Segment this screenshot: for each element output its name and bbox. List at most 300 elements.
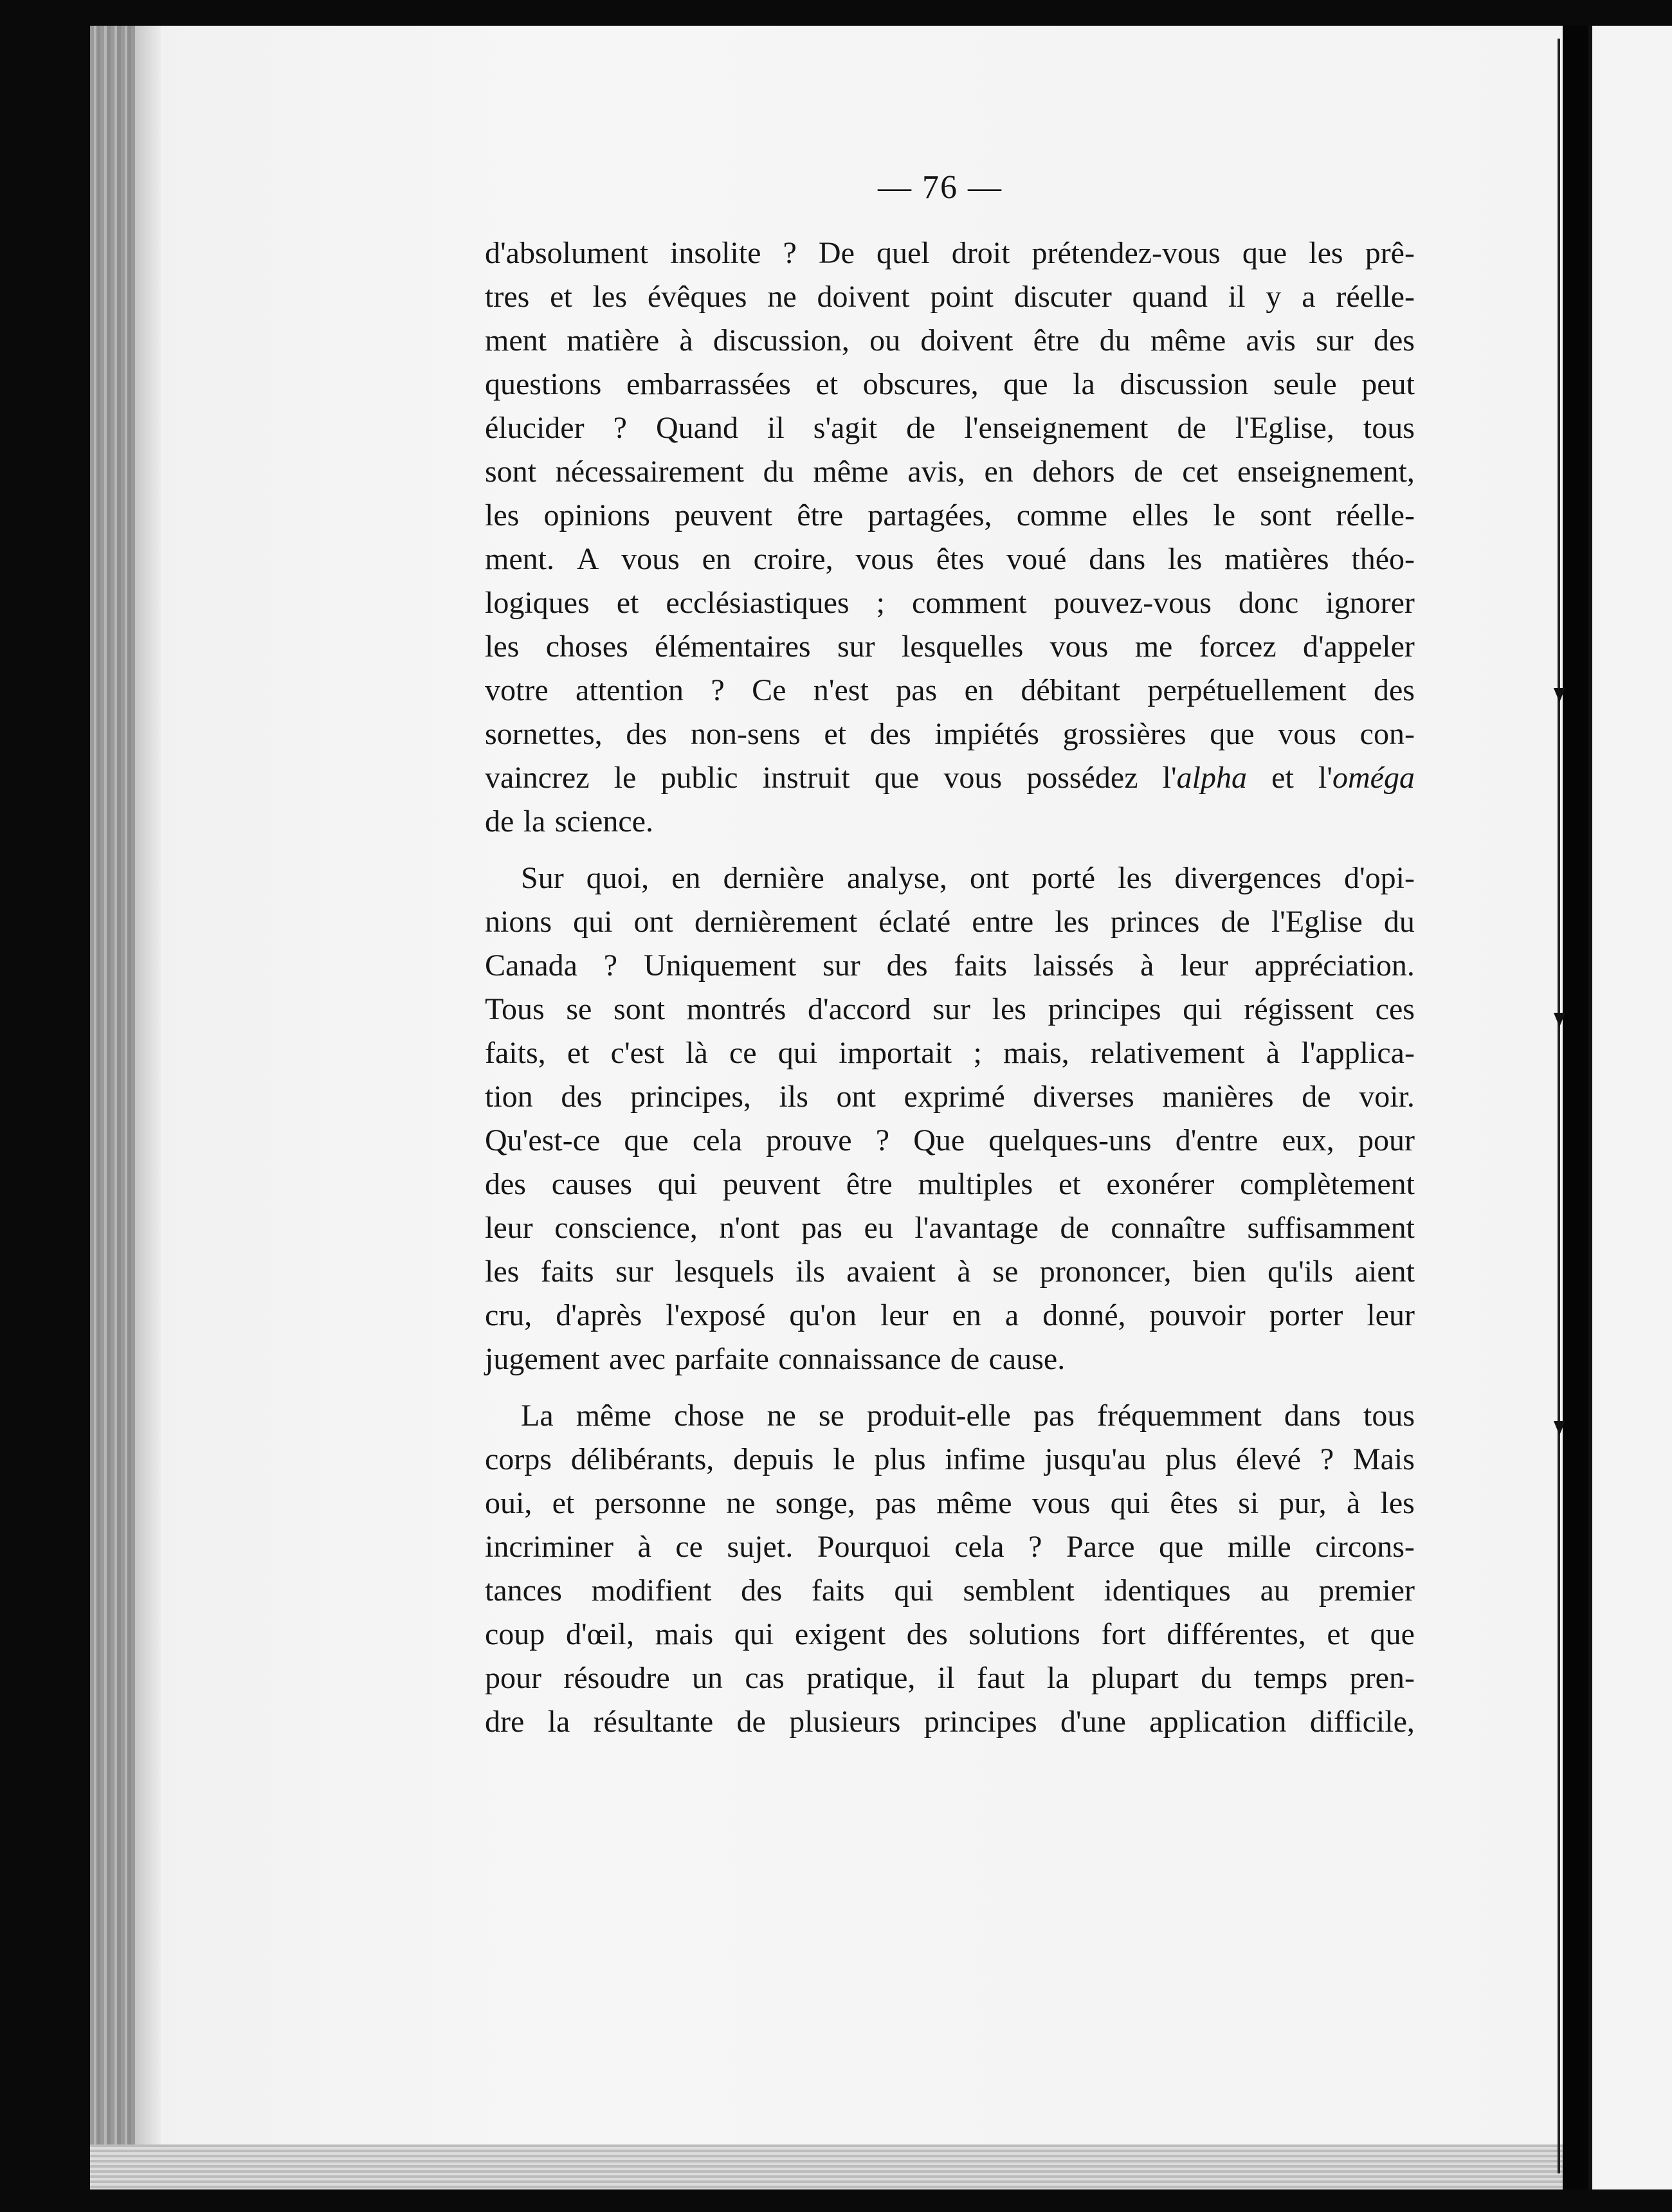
word: Quand — [656, 411, 738, 445]
word: y — [1266, 280, 1282, 314]
word: de — [1302, 1080, 1331, 1114]
word: plus — [874, 1442, 926, 1476]
word: et — [1271, 761, 1294, 795]
word: sont — [485, 455, 537, 489]
text-line — [485, 1569, 1415, 1613]
word: perpétuellement — [1147, 673, 1347, 707]
text-line — [485, 231, 1415, 275]
word: il — [1228, 280, 1246, 314]
word: que — [1242, 236, 1287, 270]
word: vous — [621, 542, 680, 576]
word: laissés — [1033, 948, 1114, 983]
word: pour — [485, 1661, 541, 1695]
word: complètement — [1240, 1167, 1415, 1201]
word: d'accord — [808, 992, 911, 1026]
word: me — [1134, 630, 1173, 664]
word: divergences — [1174, 861, 1322, 895]
word: prê- — [1365, 236, 1415, 270]
word: d'opi- — [1344, 861, 1415, 895]
word: en — [671, 861, 701, 895]
word: cela — [954, 1530, 1004, 1564]
word: éclaté — [878, 905, 951, 939]
word: il — [767, 411, 785, 445]
word: sur — [932, 992, 970, 1026]
word: sur — [1316, 323, 1354, 358]
word: pur, — [1278, 1486, 1327, 1520]
word: multiples — [918, 1167, 1033, 1201]
word: d'œil, — [565, 1617, 634, 1651]
word: infime — [945, 1442, 1026, 1476]
text-line — [485, 1163, 1415, 1206]
word: que — [1003, 367, 1048, 401]
word: sur — [837, 630, 875, 664]
text-line — [485, 1482, 1415, 1525]
word: réelle- — [1336, 280, 1415, 314]
word: bien — [1192, 1255, 1246, 1289]
word: faits — [954, 948, 1008, 983]
word: Canada — [485, 948, 577, 983]
word: l'oméga — [1318, 761, 1415, 795]
word: embarrassées — [626, 367, 791, 401]
word: personne — [594, 1486, 706, 1520]
word: d'une — [1060, 1705, 1126, 1739]
word: tres — [485, 280, 530, 314]
word: faits — [811, 1573, 865, 1608]
word: coup — [485, 1617, 545, 1651]
text-line — [485, 800, 1415, 844]
word: tous — [1363, 411, 1415, 445]
word: Tous — [485, 992, 545, 1026]
word: depuis — [733, 1442, 814, 1476]
word: ignorer — [1325, 586, 1415, 620]
word: cru, — [485, 1298, 532, 1332]
word: ? — [711, 673, 725, 707]
word: théo- — [1351, 542, 1415, 576]
word: qu'ils — [1268, 1255, 1334, 1289]
word: incriminer — [485, 1530, 613, 1564]
text-line — [485, 406, 1415, 450]
word: réelle- — [1336, 498, 1415, 532]
word: mais, — [1003, 1036, 1069, 1070]
word: suffisamment — [1247, 1211, 1415, 1245]
word: qui — [777, 1036, 818, 1070]
word: matière — [567, 323, 660, 358]
word: sur — [615, 1255, 653, 1289]
page-number: — 76 — — [878, 169, 1003, 206]
word: même — [576, 1399, 651, 1433]
text-line — [485, 1294, 1415, 1337]
word: du — [1201, 1661, 1232, 1695]
word: Mais — [1352, 1442, 1415, 1476]
word: quand — [1132, 280, 1208, 314]
word: cet — [1182, 455, 1219, 489]
word: non-sens — [690, 717, 801, 751]
word: application — [1149, 1705, 1287, 1739]
word: Qu'est-ce — [485, 1123, 601, 1157]
word: pouvoir — [1149, 1298, 1246, 1332]
binding-mark — [1554, 1013, 1565, 1027]
word: ; — [973, 1036, 982, 1070]
word: nécessairement — [555, 455, 744, 489]
word: pratique, — [806, 1661, 916, 1695]
word: élucider — [485, 411, 585, 445]
text-line — [485, 1206, 1415, 1250]
word: ont — [633, 905, 673, 939]
text-line — [485, 275, 1415, 319]
text-line — [485, 625, 1415, 669]
word: ce — [675, 1530, 703, 1564]
word: qui — [573, 905, 613, 939]
word: tances — [485, 1573, 562, 1608]
word: semblent — [963, 1573, 1075, 1608]
word: l'enseignement — [964, 411, 1149, 445]
page-bottom-stack — [90, 2144, 1576, 2189]
word: quel — [877, 236, 930, 270]
word: le — [1213, 498, 1235, 532]
word: cela — [692, 1123, 743, 1157]
word: et — [815, 367, 839, 401]
word: plupart — [1091, 1661, 1179, 1695]
word: c'est — [610, 1036, 664, 1070]
word: porté — [1031, 861, 1096, 895]
word: ce — [729, 1036, 757, 1070]
word: leur — [485, 1211, 533, 1245]
word: délibérants, — [570, 1442, 714, 1476]
next-page-stripe — [1588, 26, 1592, 2189]
word: élémentaires — [655, 630, 811, 664]
word: ne — [726, 1486, 756, 1520]
text-line — [485, 1525, 1415, 1569]
word: exigent — [794, 1617, 886, 1651]
word: il — [937, 1661, 955, 1695]
word: qui — [894, 1573, 934, 1608]
word: faits — [540, 1255, 594, 1289]
word: dans — [1284, 1399, 1341, 1433]
binding-line — [1558, 39, 1560, 2173]
word: vous — [855, 542, 914, 576]
word: ces — [1375, 992, 1415, 1026]
word: les — [1167, 542, 1203, 576]
word: songe, — [775, 1486, 855, 1520]
word: l'alpha — [1162, 761, 1247, 795]
word: con- — [1359, 717, 1415, 751]
text-line — [485, 363, 1415, 406]
word: même — [936, 1486, 1012, 1520]
word: jugement — [485, 1342, 600, 1376]
word: de — [485, 804, 514, 839]
word: exprimé — [904, 1080, 1005, 1114]
word: leur — [1180, 948, 1228, 983]
word: à — [1140, 948, 1154, 983]
word: plus — [1165, 1442, 1217, 1476]
word: et — [1058, 1167, 1081, 1201]
word: sur — [822, 948, 860, 983]
word: n'est — [813, 673, 869, 707]
word: plusieurs — [789, 1705, 901, 1739]
word: oui, — [485, 1486, 532, 1520]
word: fort — [1101, 1617, 1146, 1651]
word: pren- — [1349, 1661, 1415, 1695]
word: que — [874, 761, 920, 795]
word: voué — [1006, 542, 1067, 576]
word: manières — [1162, 1080, 1274, 1114]
word: avis — [1246, 323, 1296, 358]
word: produit-elle — [866, 1399, 1011, 1433]
word: du — [1383, 905, 1415, 939]
word: et — [824, 717, 846, 751]
word: ? — [1320, 1442, 1334, 1476]
word: leur — [880, 1298, 929, 1332]
word: public — [660, 761, 738, 795]
word: les — [1380, 1486, 1415, 1520]
word: dre — [485, 1705, 525, 1739]
word: choses — [545, 630, 628, 664]
word: à — [1346, 1486, 1361, 1520]
word: ne — [767, 280, 797, 314]
word: grossières — [1062, 717, 1186, 751]
word: là — [686, 1036, 708, 1070]
word: modifient — [591, 1573, 712, 1608]
word: a — [1004, 1298, 1019, 1332]
text-line — [485, 756, 1415, 800]
word: matières — [1224, 542, 1329, 576]
word: résultante — [593, 1705, 714, 1739]
word: qui — [1183, 992, 1222, 1026]
word: le — [833, 1442, 855, 1476]
word: ne — [767, 1399, 796, 1433]
word: en — [702, 542, 731, 576]
word: attention — [576, 673, 684, 707]
word: ont — [836, 1080, 876, 1114]
word: des — [886, 948, 928, 983]
text-line — [485, 900, 1415, 944]
word: vous — [1278, 717, 1336, 751]
word: de — [1060, 1211, 1089, 1245]
paragraph-gap — [485, 844, 1415, 857]
word: principes — [923, 1705, 1037, 1739]
word: temps — [1253, 1661, 1328, 1695]
text-line — [485, 494, 1415, 538]
word: des — [869, 717, 911, 751]
word: s'agit — [813, 411, 878, 445]
word: peut — [1361, 367, 1415, 401]
word: et — [567, 1036, 590, 1070]
word: votre — [485, 673, 549, 707]
word: aient — [1354, 1255, 1415, 1289]
word: dernière — [723, 861, 824, 895]
word: et — [552, 1486, 575, 1520]
page-edge-shadow — [135, 26, 161, 2189]
text-line — [485, 1250, 1415, 1294]
word: le — [613, 761, 637, 795]
word: princes — [1110, 905, 1200, 939]
word: des — [561, 1080, 603, 1114]
word: doivent — [920, 323, 1013, 358]
word: les — [485, 630, 520, 664]
word: pas — [896, 673, 938, 707]
word: d'après — [556, 1298, 642, 1332]
word: de — [1221, 905, 1250, 939]
word: ? — [613, 411, 627, 445]
text-line — [485, 944, 1415, 988]
text-line — [485, 1337, 1415, 1381]
word: l'Eglise, — [1235, 411, 1334, 445]
word: vous — [943, 761, 1003, 795]
word: se — [566, 992, 592, 1026]
word: impiétés — [934, 717, 1039, 751]
word: être — [846, 1167, 893, 1201]
word: Ce — [752, 673, 786, 707]
body-text — [485, 231, 1415, 1744]
word: à — [637, 1530, 651, 1564]
word: principes, — [630, 1080, 751, 1114]
word: connaître — [1111, 1211, 1226, 1245]
word: et — [616, 586, 639, 620]
word: diverses — [1033, 1080, 1134, 1114]
word: différentes, — [1167, 1617, 1306, 1651]
word: prétendez-vous — [1031, 236, 1221, 270]
word: des — [1374, 323, 1415, 358]
word: évêques — [647, 280, 747, 314]
word: du — [1099, 323, 1131, 358]
word: l'exposé — [666, 1298, 766, 1332]
word: principes — [1048, 992, 1161, 1026]
word: eu — [864, 1211, 893, 1245]
word: ment. — [485, 542, 554, 576]
word: Que — [913, 1123, 965, 1157]
word: la — [547, 1705, 570, 1739]
word: la — [1046, 1661, 1069, 1695]
word: sont — [613, 992, 666, 1026]
word: prouve — [766, 1123, 852, 1157]
word: au — [1260, 1573, 1289, 1608]
word: mille — [1228, 1530, 1291, 1564]
text-line — [485, 1656, 1415, 1700]
word: être — [797, 498, 844, 532]
word: lesquels — [675, 1255, 774, 1289]
word: parfaite — [675, 1342, 769, 1376]
word: elles — [1132, 498, 1189, 532]
word: insolite — [670, 236, 761, 270]
word: pas — [801, 1211, 842, 1245]
word: A — [576, 542, 599, 576]
word: connaissance — [778, 1342, 941, 1376]
word: de — [1134, 455, 1163, 489]
word: les — [592, 280, 627, 314]
word: que — [1159, 1530, 1204, 1564]
word: difficile, — [1309, 1705, 1415, 1739]
word: dernièrement — [694, 905, 858, 939]
word: prononcer, — [1039, 1255, 1172, 1289]
word: forcez — [1199, 630, 1277, 664]
word: pouvez-vous — [1053, 586, 1212, 620]
word: avis, — [907, 455, 965, 489]
word: du — [763, 455, 794, 489]
word: vaincrez — [485, 761, 590, 795]
text-line — [485, 1075, 1415, 1119]
text-line — [485, 1119, 1415, 1163]
word: d'entre — [1175, 1123, 1259, 1157]
book-gutter — [1563, 26, 1588, 2189]
word: leur — [1367, 1298, 1415, 1332]
word: tion — [485, 1080, 533, 1114]
text-line — [485, 450, 1415, 494]
word: à — [679, 323, 693, 358]
word: seule — [1273, 367, 1337, 401]
word: ; — [876, 586, 885, 620]
word: avaient — [846, 1255, 936, 1289]
word: et — [1327, 1617, 1350, 1651]
word: l'avantage — [914, 1211, 1039, 1245]
word: obscures, — [862, 367, 979, 401]
text-line — [485, 857, 1415, 900]
word: eux, — [1282, 1123, 1334, 1157]
word: cause. — [988, 1342, 1066, 1376]
word: opinions — [543, 498, 650, 532]
word: qui — [1110, 1486, 1150, 1520]
word: chose — [674, 1399, 745, 1433]
word: Uniquement — [643, 948, 797, 983]
page-stack-edge — [90, 26, 135, 2189]
word: Pourquoi — [817, 1530, 931, 1564]
text-line — [485, 581, 1415, 625]
word: lesquelles — [902, 630, 1024, 664]
word: donc — [1238, 586, 1299, 620]
word: les — [1118, 861, 1152, 895]
word: que — [1370, 1617, 1415, 1651]
word: quelques-uns — [988, 1123, 1152, 1157]
word: ? — [603, 948, 618, 983]
text-line — [485, 538, 1415, 581]
word: en — [952, 1298, 981, 1332]
word: si — [1238, 1486, 1259, 1520]
word: faits, — [485, 1036, 546, 1070]
word: droit — [951, 236, 1010, 270]
word: élevé — [1235, 1442, 1302, 1476]
word: montrés — [686, 992, 786, 1026]
word: croire, — [753, 542, 833, 576]
word: tous — [1363, 1399, 1415, 1433]
word: discussion — [1120, 367, 1249, 401]
word: Parce — [1066, 1530, 1135, 1564]
word: dehors — [1032, 455, 1115, 489]
word: les — [1055, 905, 1089, 939]
word: entre — [972, 905, 1034, 939]
word: être — [1033, 323, 1080, 358]
word: les — [485, 498, 520, 532]
word: causes — [551, 1167, 633, 1201]
word: voir. — [1359, 1080, 1415, 1114]
word: à — [957, 1255, 971, 1289]
word: mais — [655, 1617, 714, 1651]
word: des — [485, 1167, 526, 1201]
word: identiques — [1104, 1573, 1231, 1608]
word: se — [818, 1399, 844, 1433]
text-line — [485, 712, 1415, 756]
word: appréciation. — [1254, 948, 1415, 983]
word: les — [1309, 236, 1343, 270]
word: sornettes, — [485, 717, 603, 751]
word: quoi, — [586, 861, 650, 895]
word: ment — [485, 323, 547, 358]
word: De — [818, 236, 855, 270]
word: corps — [485, 1442, 552, 1476]
word: qui — [657, 1167, 698, 1201]
text-line — [485, 1438, 1415, 1482]
word: qu'on — [789, 1298, 857, 1332]
word: les — [485, 1255, 520, 1289]
word: des — [626, 717, 668, 751]
